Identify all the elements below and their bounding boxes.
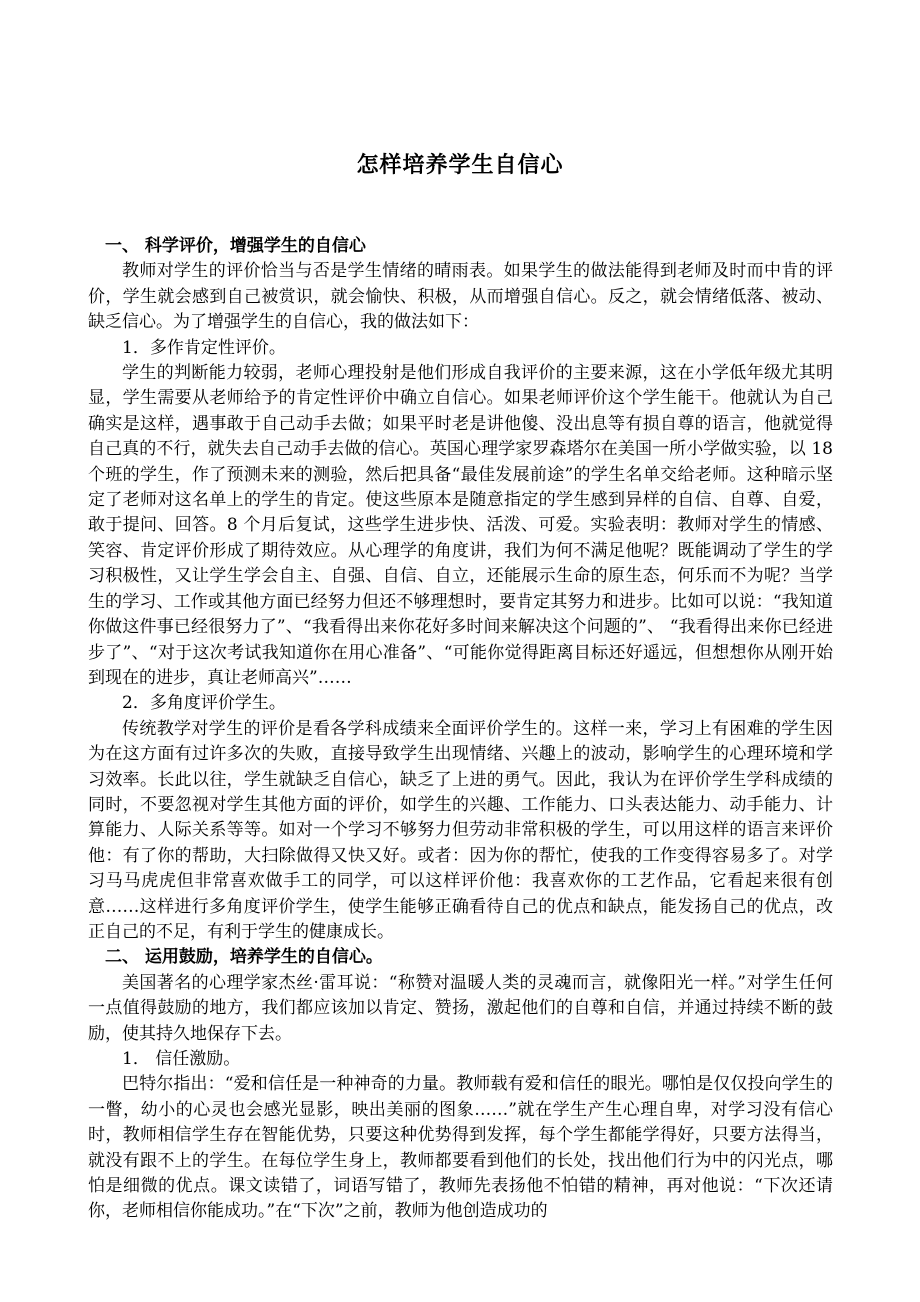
section-1-item-2-title: 2．多角度评价学生。: [122, 693, 286, 714]
section-1-item-1-body: 学生的判断能力较弱，老师心理投射是他们形成自我评价的主要来源，这在小学低年级尤其明显，学生需要从老师给予的肯定性评价中确立自信心。如果老师评价这个学生能干。他就认为自己确实是这样，遇事敢于自己动手去做；如果平时老是讲他傻、没出息等有损自尊的语言，他就觉得自己真的不行，就失去自己动手去做的信心。英国心理学家罗森塔尔在美国一所小学做实验，以 18 个班的学生，作了预测未来的测验，然后把具备“最佳发展前途”的学生名单交给老师。这种暗示坚定了老师对这名单上的学生的肯定。使这些原本是随意指定的学生感到异样的自信、自尊、自爱，敢于提问、回答。8 个月后复试，这些学生进步快、活泼、可爱。实验表明：教师对学生的情感、笑容、肯定评价形成了期待效应。从心理学的角度讲，我们为何不满足他呢？既能调动了学生的学习积极性，又让学生学会自主、自强、自信、自立，还能展示生命的原生态，何乐而不为呢？当学生的学习、工作或其他方面已经努力但还不够理想时，要肯定其努力和进步。比如可以说：“我知道你做这件事已经很努力了”、“我看得出来你花好多时间来解决这个问题的”、 “我看得出来你已经进步了”、“对于这次考试我知道你在用心准备”、“可能你觉得距离目标还好遥远，但想想你从刚开始到现在的进步，真让老师高兴”……: [88, 363, 833, 688]
section-2-heading: 二、 运用鼓励，培养学生的自信心。: [105, 947, 383, 968]
section-1-intro: 教师对学生的评价恰当与否是学生情绪的晴雨表。如果学生的做法能得到老师及时而中肯的评价，学生就会感到自己被赏识，就会愉快、积极，从而增强自信心。反之，就会情绪低落、被动、缺乏信心。为了增强学生的自信心，我的做法如下：: [88, 261, 833, 333]
section-2-item-1-title: 1． 信任激励。: [122, 1049, 241, 1069]
document-body: [88, 234, 833, 1225]
section-1-item-1-title: 1．多作肯定性评价。: [122, 337, 286, 358]
section-1-heading: 一、 科学评价，增强学生的自信心: [105, 236, 366, 256]
section-2-intro: 美国著名的心理学家杰丝·雷耳说：“称赞对温暖人类的灵魂而言，就像阳光一样。”对学生任何一点值得鼓励的地方，我们都应该加以肯定、赞扬，激起他们的自尊和自信，并通过持续不断的鼓励，使其持久地保存下去。: [88, 972, 833, 1044]
section-1-item-2-body: 传统教学对学生的评价是看各学科成绩来全面评价学生的。这样一来，学习上有困难的学生因为在这方面有过许多次的失败，直接导致学生出现情绪、兴趣上的波动，影响学生的心理环境和学习效率。长此以往，学生就缺乏自信心，缺乏了上进的勇气。因此，我认为在评价学生学科成绩的同时，不要忽视对学生其他方面的评价，如学生的兴趣、工作能力、口头表达能力、动手能力、计算能力、人际关系等等。如对一个学习不够努力但劳动非常积极的学生，可以用这样的语言来评价他：有了你的帮助，大扫除做得又快又好。或者：因为你的帮忙，使我的工作变得容易多了。对学习马马虎虎但非常喜欢做手工的同学，可以这样评价他：我喜欢你的工艺作品，它看起来很有创意……这样进行多角度评价学生，使学生能够正确看待自己的优点和缺点，能发扬自己的优点，改正自己的不足，有利于学生的健康成长。: [88, 718, 833, 942]
document-title: 怎样培养学生自信心: [356, 152, 564, 178]
section-2-item-1-body: 巴特尔指出：“爱和信任是一种神奇的力量。教师载有爱和信任的眼光。哪怕是仅仅投向学生的一瞥，幼小的心灵也会感光显影，映出美丽的图象……”就在学生产生心理自卑，对学习没有信心时，教师相信学生存在智能优势，只要这种优势得到发挥，每个学生都能学得好，只要方法得当，就没有跟不上的学生。在每位学生身上，教师都要看到他们的长处，找出他们行为中的闪光点，哪怕是细微的优点。课文读错了，词语写错了，教师先表扬他不怕错的精神，再对他说：“下次还请你，老师相信你能成功。”在“下次”之前，教师为他创造成功的: [88, 1074, 833, 1222]
